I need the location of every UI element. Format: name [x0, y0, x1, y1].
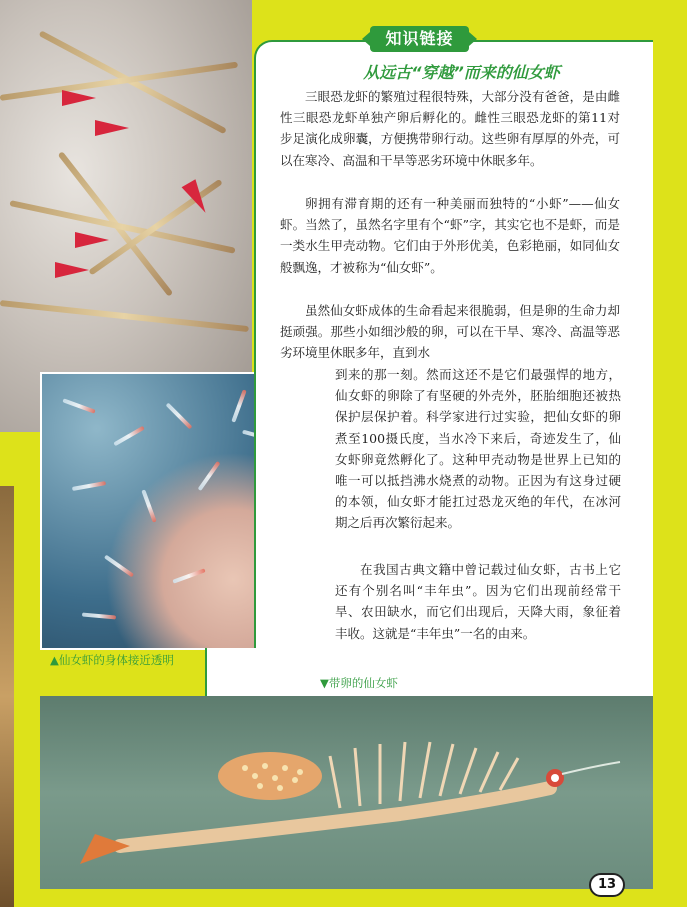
photo-fairy-shrimp-top: [0, 0, 252, 432]
egg-carrying-shrimp-illustration: [40, 696, 653, 889]
page-margin: [653, 0, 687, 907]
paragraph-4: 在我国古典文籍中曾记载过仙女虾，古书上它还有个别名叫“丰年虫”。因为它们出现前经常干旱、农田缺水，而它们出现后，天降大雨，象征着丰收。这就是“丰年虫”一名的由来。: [335, 562, 621, 641]
caption-transparent-body: ▲仙女虾的身体接近透明: [50, 653, 174, 667]
paragraph-3: 虽然仙女虾成体的生命看起来很脆弱，但是卵的生命力却挺顽强。那些小如细沙般的卵，可以在干旱、寒冷、高温等恶劣环境里休眠多年，直到水: [280, 303, 620, 361]
photo-egg-carrying-shrimp: [40, 696, 653, 889]
knowledge-link-card-lower: [205, 648, 656, 696]
paragraph-1: 三眼恐龙虾的繁殖过程很特殊，大部分没有爸爸，是由雌性三眼恐龙虾单独产卵后孵化的。雌性三眼恐龙虾的第11对步足演化成卵囊，方便携带卵行动。这些卵有厚厚的外壳，可以在寒冷、高温和干旱等恶劣环境中休眠多年。: [280, 89, 620, 168]
knowledge-link-tag: 知识链接: [370, 26, 469, 52]
paragraph-3-continued: 到来的那一刻。然而这还不是它们最强悍的地方，仙女虾的卵除了有坚硬的外壳外，胚胎细胞还被热保护层保护着。科学家进行过实验，把仙女虾的卵煮至100摄氏度，当水冷下来后，奇迹发生了，仙女虾卵竟然孵化了。这种甲壳动物是世界上已知的唯一可以抵挡沸水烧煮的动物。正因为有这身过硬的本领，仙女虾才能扛过恐龙灭绝的年代，在冰河期之后再次繁衍起来。: [335, 367, 621, 531]
photo-edge-strip: [0, 486, 14, 907]
paragraph-2: 卵拥有滞育期的还有一种美丽而独特的“小虾”——仙女虾。当然了，虽然名字里有个“虾”字，其实它也不是虾，而是一类水生甲壳动物。它们由于外形优美，色彩艳丽，如同仙女般飘逸，才被称为“仙女虾”。: [280, 196, 620, 275]
page-number: 13: [589, 873, 625, 897]
caption-egg-carrying: ▼带卵的仙女虾: [320, 676, 398, 690]
article-title: 从远古“穿越”而来的仙女虾: [363, 63, 560, 82]
